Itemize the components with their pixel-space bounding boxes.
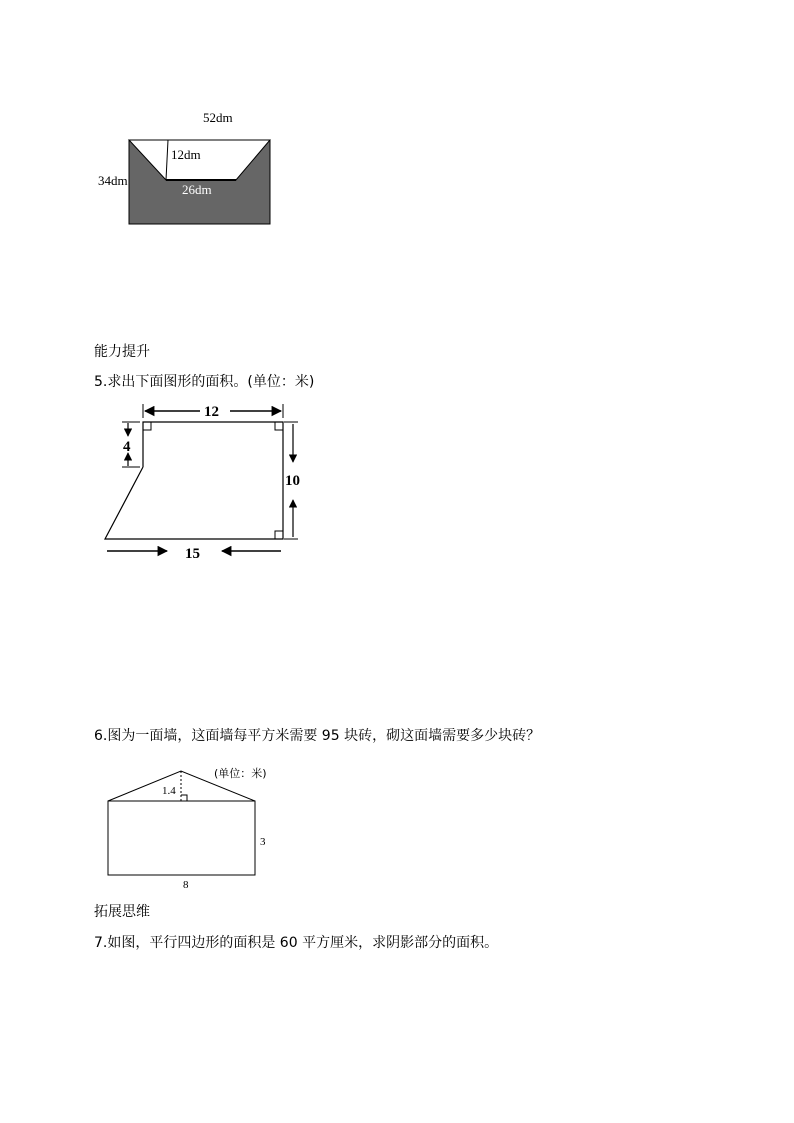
right-angle-mark	[275, 531, 283, 539]
label-12dm: 12dm	[171, 147, 201, 162]
question-5-diagram	[95, 398, 315, 566]
label-52dm: 52dm	[203, 110, 233, 125]
label-10: 10	[285, 473, 300, 489]
label-15: 15	[185, 546, 200, 562]
label-1-4: 1.4	[162, 785, 176, 797]
figure-1-trapezoid-diagram	[90, 100, 290, 235]
label-3: 3	[260, 836, 266, 848]
shape-outline	[105, 422, 283, 539]
right-angle-mark	[143, 422, 151, 430]
label-unit: (单位：米)	[214, 767, 267, 780]
right-angle-mark	[275, 422, 283, 430]
wall-rectangle	[108, 801, 255, 875]
label-4: 4	[123, 439, 131, 455]
label-34dm: 34dm	[98, 173, 128, 188]
question-6-wall-diagram	[100, 762, 290, 892]
label-12: 12	[204, 404, 219, 420]
label-8: 8	[183, 879, 189, 891]
question-5-text: 5.求出下面图形的面积。(单位：米)	[94, 374, 315, 390]
section-heading-extension: 拓展思维	[94, 904, 150, 920]
question-7-text: 7.如图，平行四边形的面积是 60 平方厘米，求阴影部分的面积。	[94, 935, 499, 951]
label-26dm: 26dm	[182, 182, 212, 197]
right-angle-mark	[181, 795, 187, 801]
question-6-text: 6.图为一面墙，这面墙每平方米需要 95 块砖，砌这面墙需要多少块砖？	[94, 728, 541, 744]
section-heading-ability: 能力提升	[94, 344, 150, 360]
